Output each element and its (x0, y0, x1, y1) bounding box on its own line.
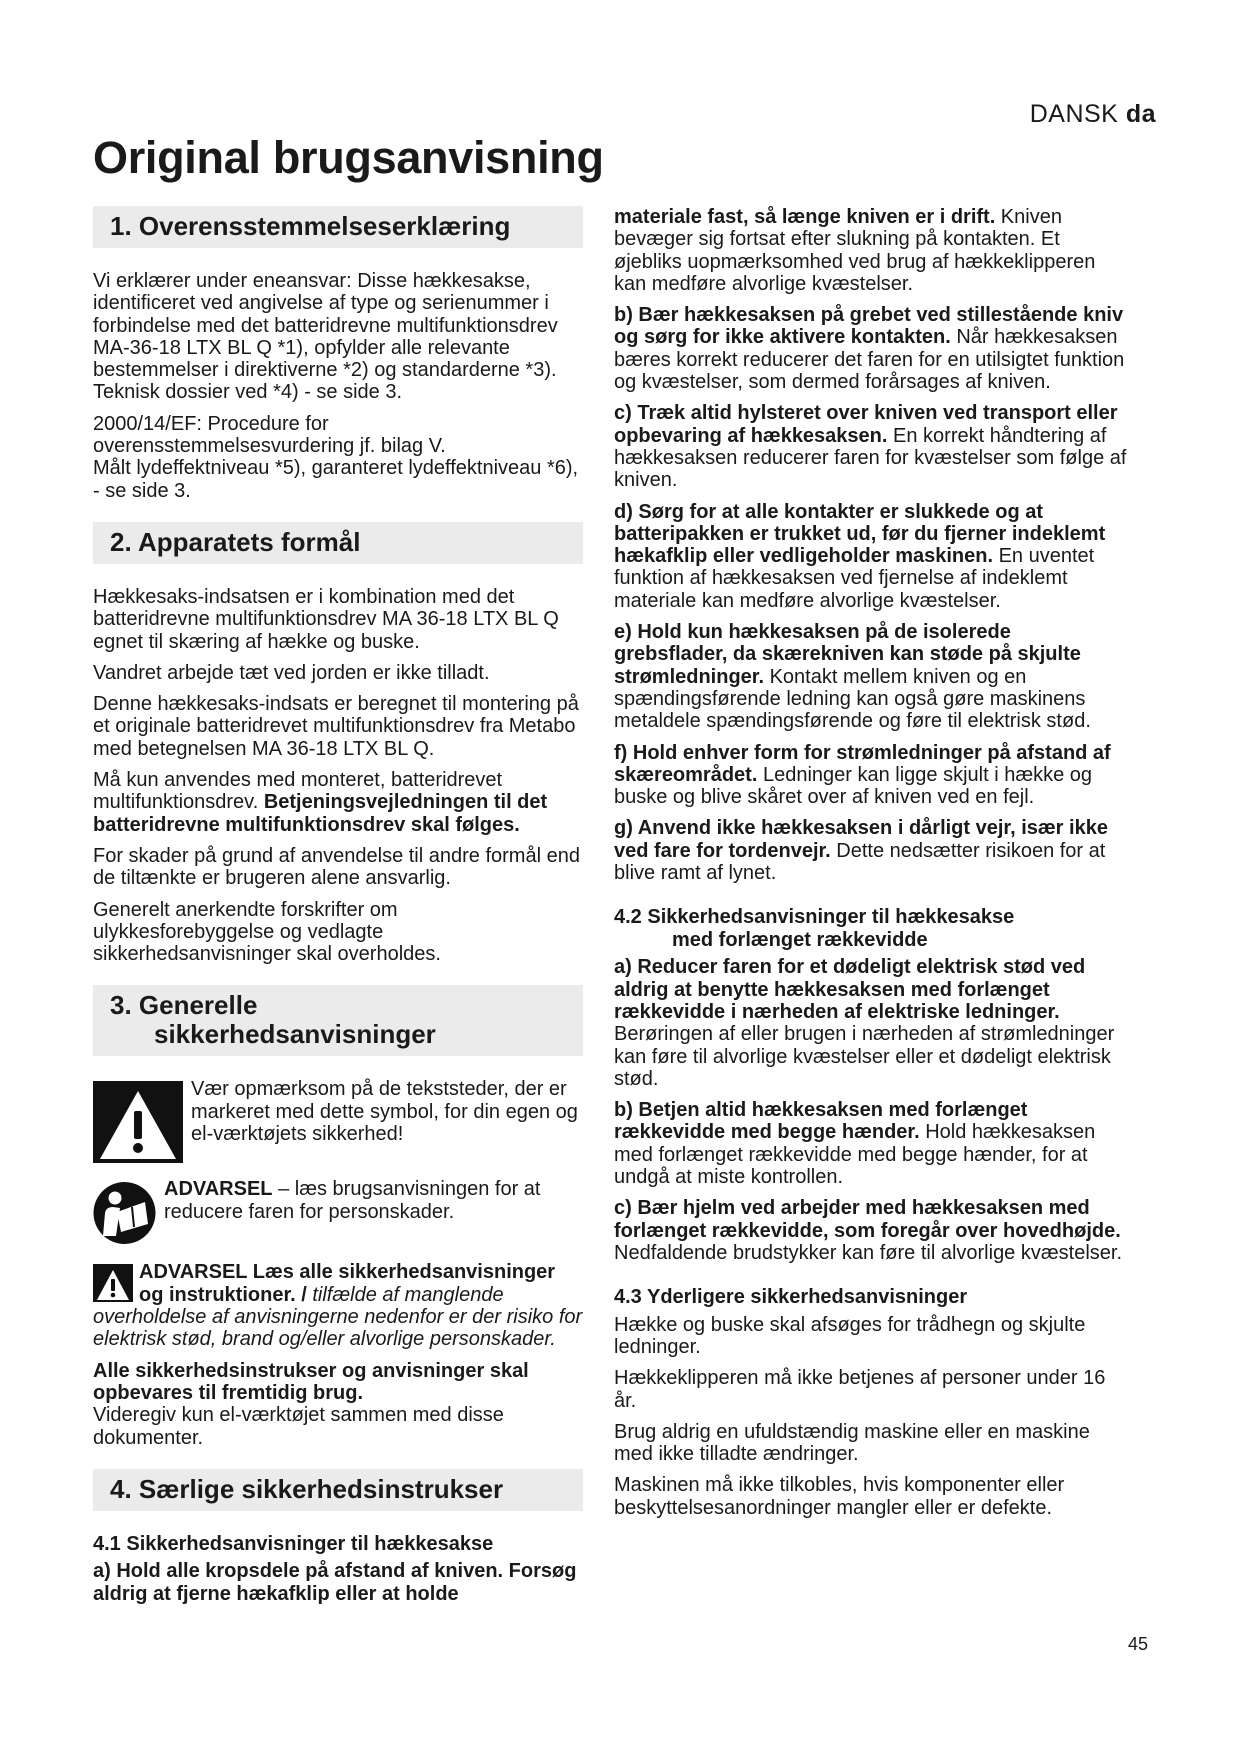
s1-paragraph-2b: Målt lydeffektniveau *5), garanteret lydeffektniveau *6), - se side 3. (93, 457, 579, 502)
s4-item-c-text: En korrekt håndtering af hækkesaksen reducerer faren for kvæstelser som følge af kniven. (614, 424, 1127, 492)
s4-2-item-a-text: Berøringen af eller brugen i nærheden af strømledninger kan føre til alvorlige kvæstelser eller et dødeligt elektrisk stød. (614, 1023, 1115, 1090)
right-column (614, 206, 1129, 1528)
warning-read-manual (93, 1178, 583, 1246)
language-header (1030, 100, 1156, 129)
s4-item-f (614, 742, 1129, 809)
s3-keep-text: Videregiv kun el-værktøjet sammen med disse dokumenter. (93, 1404, 504, 1449)
section-4-heading: 4. Særlige sikkerhedsinstrukser (93, 1469, 583, 1511)
s4-item-f-bold: f) Hold enhver form for strømledninger på afstand af skæreområdet. (614, 741, 1111, 786)
s4-item-d-bold: d) Sørg for at alle kontakter er slukkede og at batteripakken er trukket ud, før du fjerner indeklemt hækafklip eller vedligeholder maskinen. (614, 500, 1106, 568)
s4-2-item-c-text: Nedfaldende brudstykker kan føre til alvorlige kvæstelser. (614, 1241, 1123, 1264)
s4-item-b-text: Når hækkesaksen bæres korrekt reducerer det faren for en utilsigtet funktion og kvæstelser, som dermed forårsages af kniven. (614, 326, 1125, 394)
language-code: da (1125, 100, 1156, 128)
s4-item-g (614, 817, 1129, 884)
s2-paragraph-3: Denne hækkesaks-indsats er beregnet til montering på et originale batteridrevet multifunktionsdrev fra Metabo med betegnelsen MA 36-18 LTX BL Q. (93, 693, 579, 760)
warning-triangle-icon (93, 1081, 183, 1163)
language-name: DANSK (1029, 100, 1119, 128)
s4-item-e-bold: e) Hold kun hækkesaksen på de isolerede grebsflader, da skærekniven kan støde på skjulte strømledninger. (614, 621, 1081, 688)
warning-notice-symbol (93, 1078, 583, 1163)
s4-item-a-bold-end: materiale fast, så længe kniven er i drift. (614, 206, 996, 228)
s4-item-c-bold: c) Træk altid hylsteret over kniven ved transport eller opbevaring af hækkesaksen. (614, 402, 1118, 447)
s3-keep-instructions (93, 1360, 583, 1449)
s4-item-f-text: Ledninger kan ligge skjult i hække og buske og blive skåret over af kniven ved en fejl. (614, 763, 1093, 809)
s4-2-item-a-bold: a) Reducer faren for et dødeligt elektrisk stød ved aldrig at benytte hækkesaksen med forlænget rækkevidde i nærheden af elektriske ledninger. (614, 956, 1086, 1023)
warning-read-all-italic: tilfælde af manglende overholdelse af anvisningerne nedenfor er der risiko for elektrisk stød, brand og/eller alvorlige personskader. (93, 1283, 583, 1351)
s1-paragraph-1: Vi erklærer under eneansvar: Disse hækkesakse, identificeret ved angivelse af type og serienummer i forbindelse med det batteridrevne multifunktionsdrev MA-36-18 LTX BL Q *1), opfylder alle relevante bestemmelser i direktiverne *2) og standarderne *3). Teknisk dossier ved *4) - se side 3. (93, 270, 558, 404)
s4-item-d-text: En uventet funktion af hækkesaksen ved fjernelse af indeklemt materiale kan medføre alvorlige kvæstelser. (614, 545, 1095, 612)
s4-3-paragraph-1: Hække og buske skal afsøges for trådhegn og skjulte ledninger. (614, 1313, 1086, 1358)
s2-paragraph-1: Hækkesaks-indsatsen er i kombination med det batteridrevne multifunktionsdrev MA 36-18 LTX BL Q egnet til skæring af hække og buske. (93, 585, 559, 653)
subsection-4-3-heading: 4.3 Yderligere sikkerhedsanvisninger (614, 1286, 968, 1309)
section-2-heading: 2. Apparatets formål (93, 522, 583, 564)
s4-item-a-end (614, 206, 1129, 295)
s4-2-item-c-bold: c) Bær hjelm ved arbejder med hækkesaksen med forlænget rækkevidde, som foregår over hovedhøjde. (614, 1197, 1121, 1242)
warning-read-manual-text (164, 1178, 583, 1223)
s2-paragraph-5: For skader på grund af anvendelse til andre formål end de tiltænkte er brugeren alene ansvarlig. (93, 844, 580, 890)
s2-paragraph-4 (93, 769, 583, 836)
s4-item-g-text: Dette nedsætter risikoen for at blive ramt af lynet. (614, 839, 1106, 885)
s4-item-d (614, 501, 1129, 612)
warning-label: ADVARSEL (164, 1178, 273, 1201)
page-number: 45 (1127, 1634, 1148, 1654)
s4-item-c (614, 402, 1129, 491)
warning-read-all-bold: ADVARSEL Læs alle sikkerhedsanvisninger og instruktioner. / (139, 1261, 556, 1306)
subsection-4-1-heading: 4.1 Sikkerhedsanvisninger til hækkesakse (93, 1532, 494, 1555)
page-title: Original brugsanvisning (93, 132, 604, 183)
subsection-4-2-heading-cont: med forlænget rækkevidde (672, 928, 928, 951)
left-column (93, 206, 583, 1605)
s4-2-item-b (614, 1099, 1129, 1188)
section-3-heading-cont: sikkerhedsanvisninger (154, 1019, 436, 1050)
warning-symbol-text: Vær opmærksom på de tekststeder, der er markeret med dette symbol, for din egen og el-værktøjets sikkerhed! (191, 1078, 578, 1146)
section-3-heading (93, 985, 583, 1056)
warning-triangle-small-icon (93, 1264, 133, 1302)
s2-paragraph-2: Vandret arbejde tæt ved jorden er ikke tilladt. (93, 661, 490, 684)
read-manual-icon (93, 1180, 156, 1246)
s4-item-b-bold: b) Bær hækkesaksen på grebet ved stillestående kniv og sørg for ikke aktivere kontakten. (614, 304, 1124, 349)
s4-2-item-b-text: Hold hækkesaksen med forlænget rækkevidde med begge hænder, for at undgå at miste kontrollen. (614, 1121, 1096, 1188)
warning-read-manual-desc: – læs brugsanvisningen for at reducere faren for personskader. (164, 1178, 541, 1223)
s2-p4-bold: Betjeningsvejledningen til det batteridrevne multifunktionsdrev skal følges. (93, 791, 548, 836)
s4-item-e-text: Kontakt mellem kniven og en spændingsførende ledning kan også gøre maskinens metaldele spændingsførende og føre til elektrisk stød. (614, 665, 1091, 733)
warning-read-all (93, 1261, 583, 1350)
s4-2-item-c (614, 1197, 1129, 1264)
section-3-heading-num: 3. Generelle (110, 990, 258, 1021)
s4-2-item-a (614, 956, 1129, 1090)
s2-paragraph-6: Generelt anerkendte forskrifter om ulykkesforebyggelse og vedlagte sikkerhedsanvisninger skal overholdes. (93, 898, 441, 966)
s4-item-a-bold-start: a) Hold alle kropsdele på afstand af kniven. Forsøg aldrig at fjerne hækafklip eller at holde (93, 1560, 577, 1605)
s1-paragraph-2a: 2000/14/EF: Procedure for overensstemmelsesvurdering jf. bilag V. (93, 412, 446, 458)
s4-item-b (614, 304, 1129, 393)
s4-item-g-bold: g) Anvend ikke hækkesaksen i dårligt vejr, især ikke ved fare for tordenvejr. (614, 817, 1108, 862)
s4-item-a-start (93, 1560, 583, 1605)
s4-3-paragraph-3: Brug aldrig en ufuldstændig maskine eller en maskine med ikke tilladte ændringer. (614, 1420, 1090, 1466)
s4-2-item-b-bold: b) Betjen altid hækkesaksen med forlænget rækkevidde med begge hænder. (614, 1099, 1028, 1144)
s4-item-a-text: Kniven bevæger sig fortsat efter slukning på kontakten. Et øjebliks uopmærksomhed ved brug af hækkeklipperen kan medføre alvorlige kvæstelser. (614, 206, 1096, 295)
section-1-heading: 1. Overensstemmelseserklæring (93, 206, 583, 248)
s4-item-e (614, 621, 1129, 732)
subsection-4-2-heading (614, 906, 1129, 951)
s3-keep-bold: Alle sikkerhedsinstrukser og anvisninger skal opbevares til fremtidig brug. (93, 1359, 529, 1404)
s2-p4-text: Må kun anvendes med monteret, batteridrevet multifunktionsdrev. (93, 769, 503, 814)
subsection-4-2-heading-num: 4.2 Sikkerhedsanvisninger til hækkesakse (614, 906, 1015, 929)
s4-3-paragraph-4: Maskinen må ikke tilkobles, hvis komponenter eller beskyttelsesanordninger mangler eller er defekte. (614, 1474, 1065, 1519)
s1-paragraph-2 (93, 413, 583, 502)
s4-3-paragraph-2: Hækkeklipperen må ikke betjenes af personer under 16 år. (614, 1367, 1106, 1412)
